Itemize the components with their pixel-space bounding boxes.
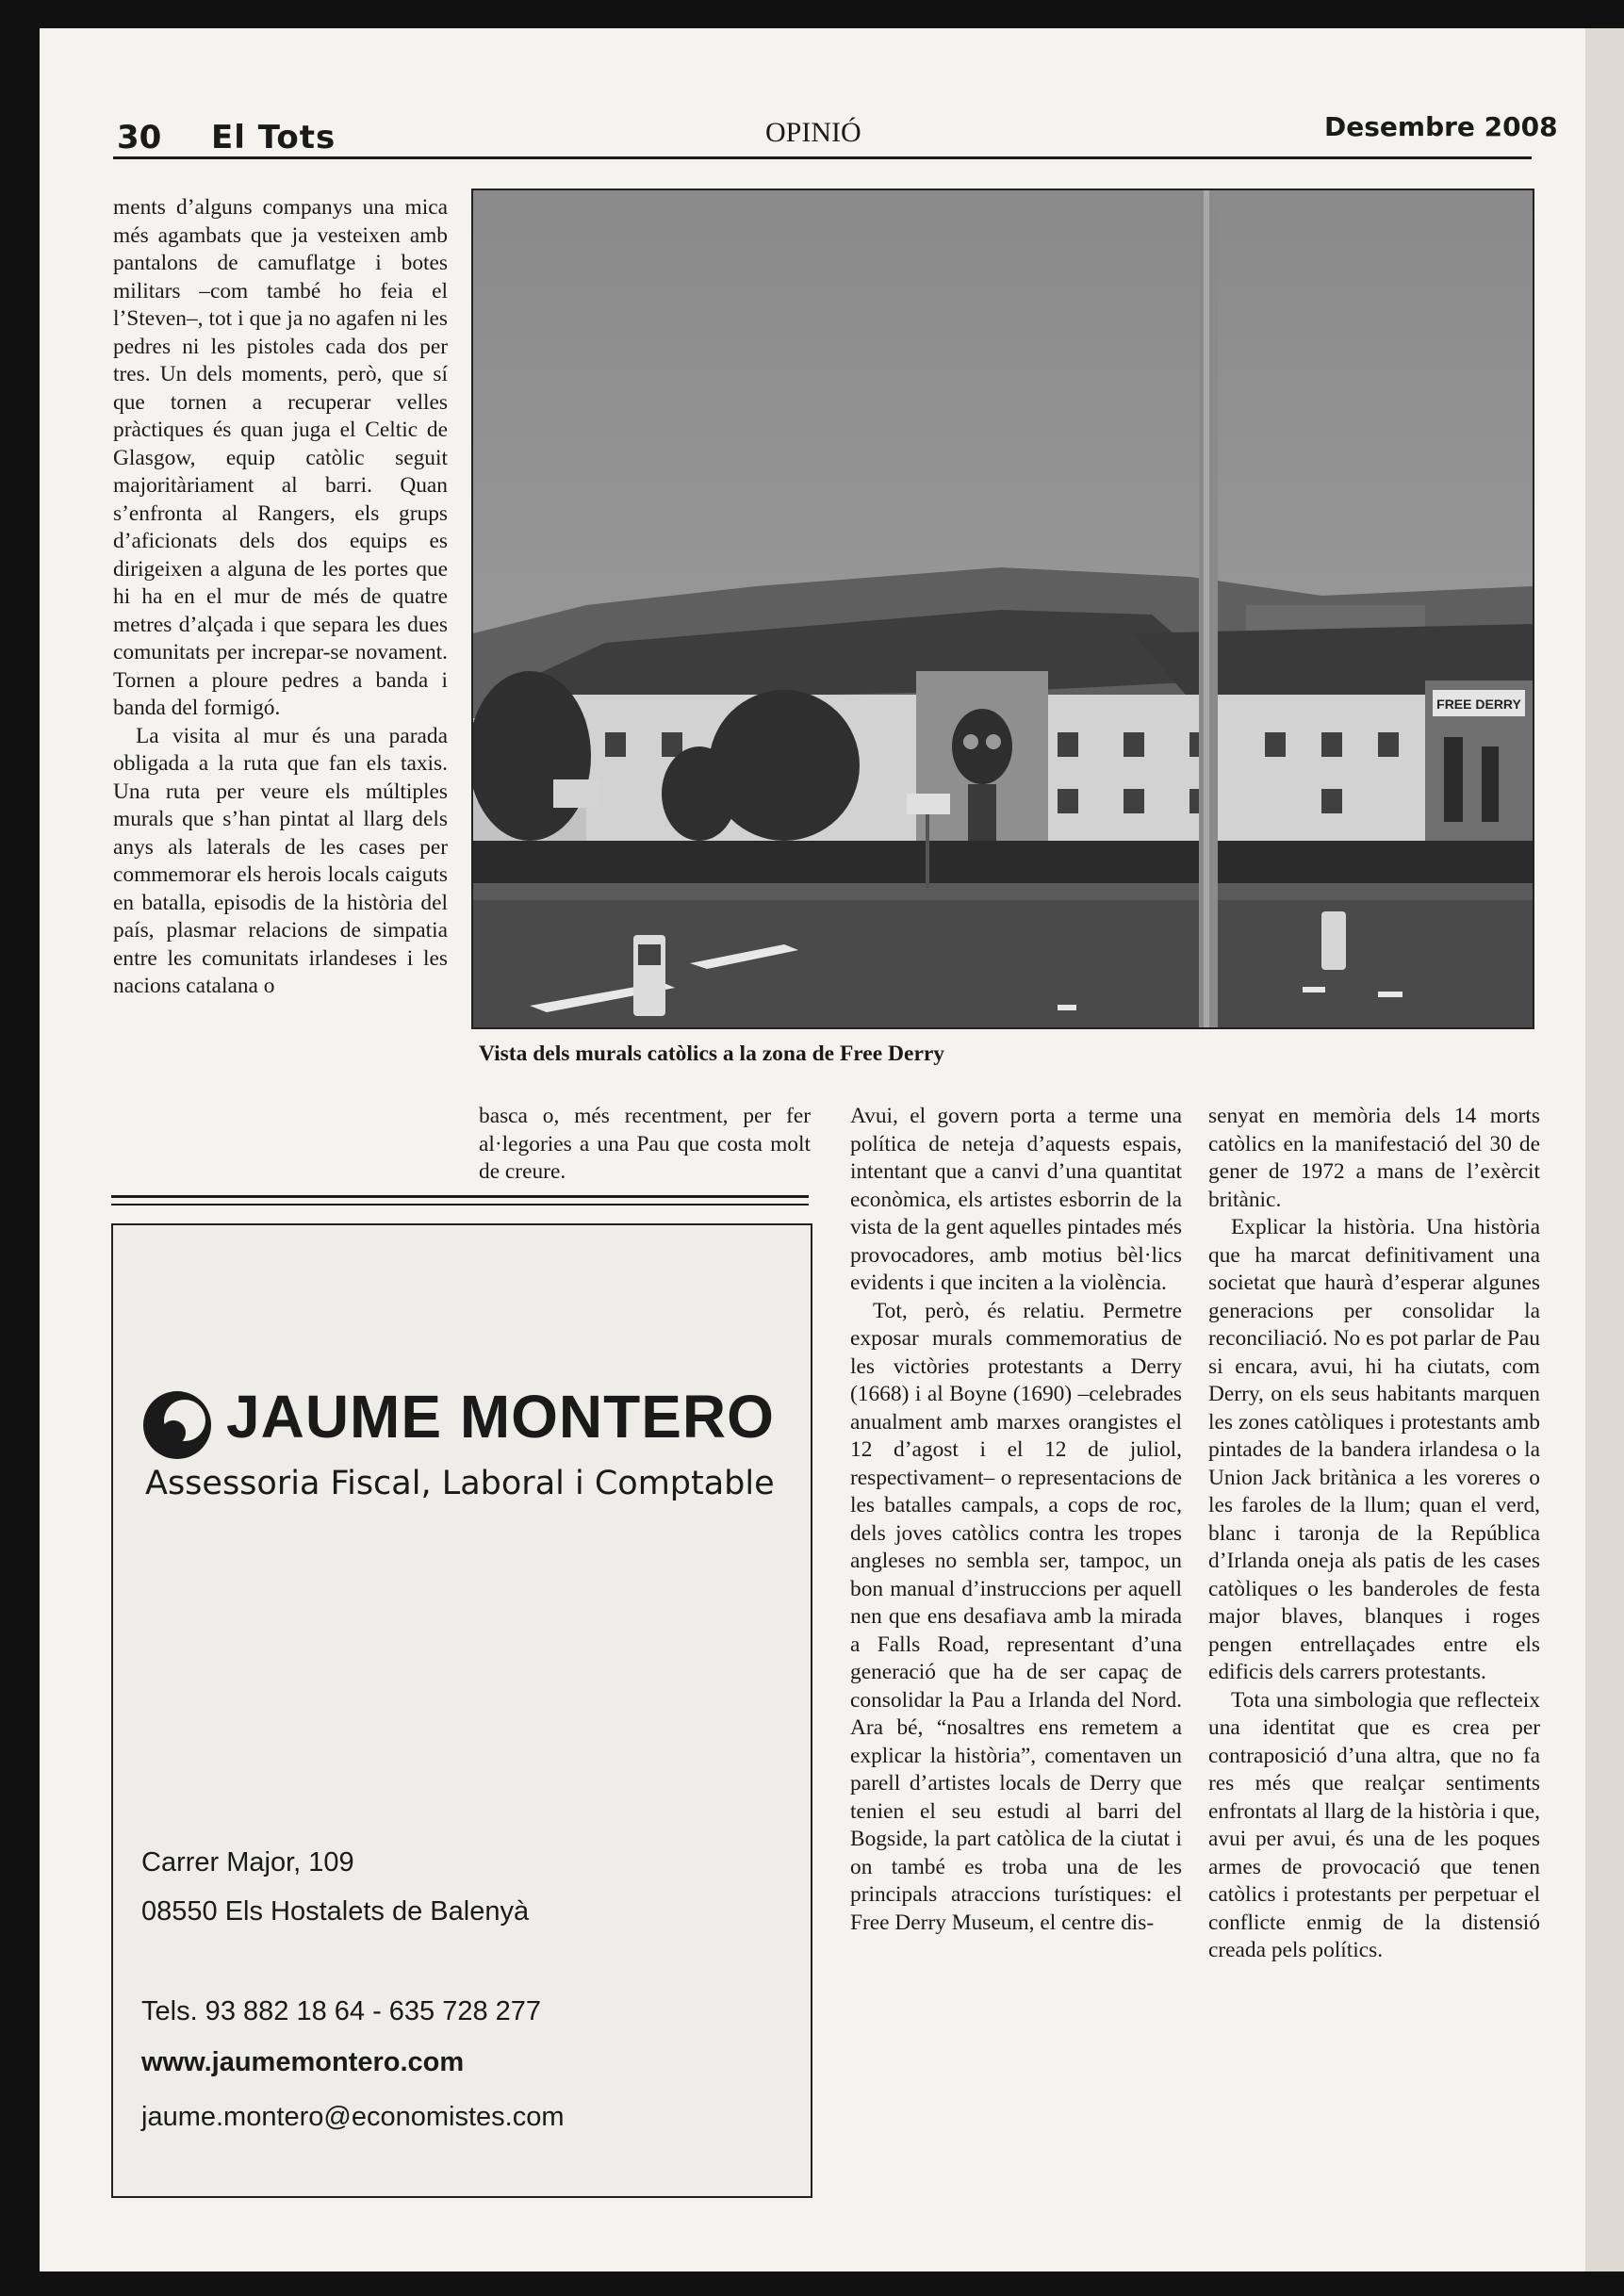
ad-subtitle: Assessoria Fiscal, Laboral i Comptable xyxy=(145,1465,775,1502)
road xyxy=(473,883,1533,1027)
paragraph: basca o, més recentment, per fer al·legories a una Pau que costa molt de creure. xyxy=(479,1104,811,1184)
page-edge xyxy=(1585,28,1624,2271)
paragraph: La visita al mur és una parada obligada a la ruta que fan els taxis. Una ruta per veure els múltiples murals que s’han pintat al llarg dels anys als laterals de les cases per commemorar els herois locals caiguts en batalla, episodis de la història del país, plasmar relacions de simpatia entre les comunitats irlandeses i les nacions catalana o xyxy=(113,723,448,998)
issue-date: Desembre 2008 xyxy=(1324,111,1558,142)
article-column-2 xyxy=(479,1103,811,1187)
ad-phones: Tels. 93 882 18 64 - 635 728 277 xyxy=(141,1996,542,2026)
ad-email[interactable]: jaume.montero@economistes.com xyxy=(141,2102,565,2132)
article-column-4 xyxy=(1208,1103,1540,1965)
photo-image xyxy=(473,190,1533,1027)
paragraph: Tota una simbologia que reflecteix una identitat que es crea per contraposició d’una altra, que no fa res més que realçar sentiments enfrontats al llarg de la història i que, avui per avui, és una de les poques armes de provocació que tenen catòlics i protestants per perpetuar el conflicte enmig de la distensió creada pels polítics. xyxy=(1208,1687,1540,1962)
article-column-3 xyxy=(850,1103,1182,1937)
publication-name: El Tots xyxy=(211,119,336,156)
advertisement xyxy=(111,1223,812,2198)
page-number: 30 xyxy=(117,119,162,156)
section-title: OPINIÓ xyxy=(765,117,861,148)
murals-photo xyxy=(471,189,1534,1029)
article-column-1 xyxy=(113,194,448,1001)
ad-company-name: JAUME MONTERO xyxy=(226,1383,775,1451)
logo-icon xyxy=(141,1389,213,1461)
ad-top-rule xyxy=(111,1195,809,1198)
paragraph: Avui, el govern porta a terme una política de neteja d’aquests espais, intentant que a canvi d’una quantitat econòmica, els artistes esborrin de la vista de la gent aquelles pintades més provocadores, amb motius bèl·lics evidents i que inciten a la violència. xyxy=(850,1104,1182,1295)
bollard xyxy=(1321,911,1346,970)
paragraph: ments d’alguns companys una mica més agambats que ja vesteixen amb pantalons de camuflatge i botes militars –com també ho feia el l’Steven–, tot i que ja no agafen ni les pedres ni les pistoles cada dos per tres. Un dels moments, però, que sí que tornen a recuperar velles pràctiques és quan juga el Celtic de Glasgow, equip catòlic seguit majoritàriament al barri. Quan s’enfronta al Rangers, els grups d’aficionats dels dos equips es dirigeixen a alguna de les portes que hi ha en el mur de més de quatre metres d’alçada i que separa les dues comunitats per increpar-se novament. Tornen a ploure pedres a banda i banda del formigó. xyxy=(113,195,448,720)
ad-address-line-2: 08550 Els Hostalets de Balenyà xyxy=(141,1896,530,1927)
paragraph: Tot, però, és relatiu. Permetre exposar murals commemoratius de les victòries protestants a Derry (1668) i al Boyne (1690) –celebrades anualment amb marxes orangistes el 12 d’agost i el 12 de juliol, respectivament– o representacions de les batalles campals, a cops de roc, dels joves catòlics contra les tropes angleses no sembla ser, tampoc, un bon manual d’instruccions per aquell nen que ens desafiava amb la mirada a Falls Road, representant d’una generació que ha de ser capaç de consolidar la Pau a Irlanda del Nord. Ara bé, “nosaltres ens remetem a explicar la història”, comentaven un parell d’artistes locals de Derry que tenien el seu estudi al barri del Bogside, la part catòlica de la ciutat i on també es troba una de les principals atraccions turístiques: el Free Derry Museum, el centre dis- xyxy=(850,1298,1182,1935)
mural-sign-text: FREE DERRY xyxy=(1436,697,1521,712)
paragraph: senyat en memòria dels 14 morts catòlics en la manifestació del 30 de gener de 1972 a mans de l’exèrcit britànic. xyxy=(1208,1104,1540,1212)
ad-top-rule-thin xyxy=(111,1204,809,1205)
photo-caption: Vista dels murals catòlics a la zona de Free Derry xyxy=(479,1041,945,1066)
header-rule xyxy=(113,156,1532,159)
ad-website[interactable]: www.jaumemontero.com xyxy=(141,2047,465,2077)
ad-address-line-1: Carrer Major, 109 xyxy=(141,1847,354,1878)
paragraph: Explicar la història. Una història que ha marcat definitivament una societat que haurà d’esperar algunes generacions per consolidar la reconciliació. No es pot parlar de Pau si encara, avui, hi ha ciutats, com Derry, on els seus habitants marquen les zones catòliques i protestants amb pintades de la bandera irlandesa o la Union Jack britànica a les voreres o les faroles de la llum; quan el verd, blanc i taronja de la República d’Irlanda oneja als patis de les cases catòliques o les banderoles de festa major blaves, blanques i roges pengen entrellaçades entre els edificis dels carrers protestants. xyxy=(1208,1215,1540,1684)
